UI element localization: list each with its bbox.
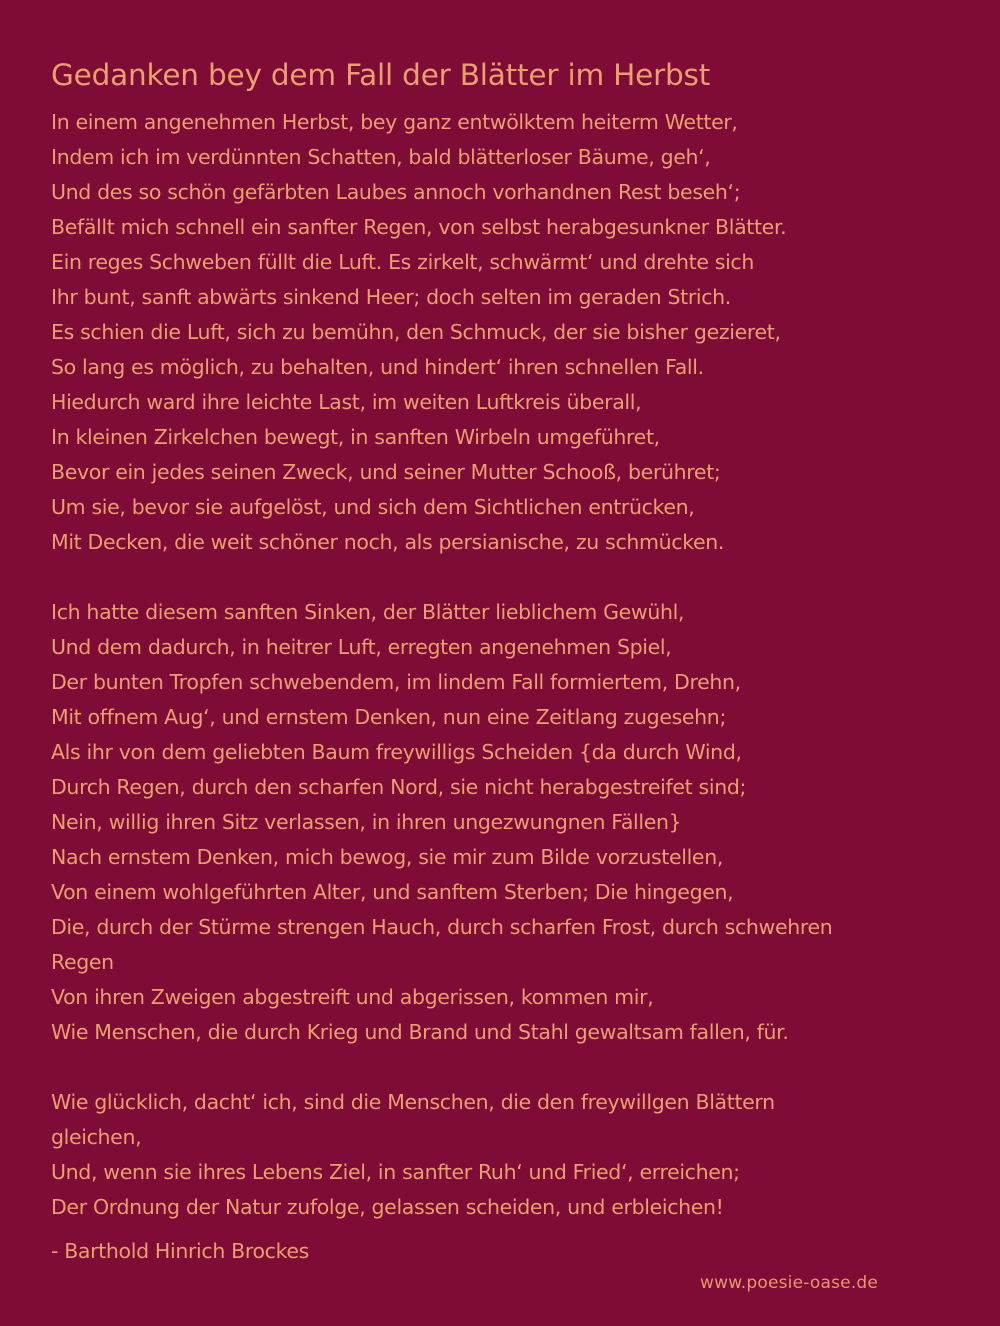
poem-line: Bevor ein jedes seinen Zweck, und seiner Mutter Schooß, berühret; (51, 460, 721, 484)
poem-line: In einem angenehmen Herbst, bey ganz entwölktem heiterm Wetter, (51, 110, 738, 134)
stanza-3 (51, 1085, 951, 1225)
poem-line: Befällt mich schnell ein sanfter Regen, von selbst herabgesunkner Blätter. (51, 215, 787, 239)
poem-line: Nach ernstem Denken, mich bewog, sie mir zum Bilde vorzustellen, (51, 845, 724, 869)
poem-line: Nein, willig ihren Sitz verlassen, in ihren ungezwungnen Fällen} (51, 810, 682, 834)
stanza-1 (51, 105, 951, 560)
poem-line: Durch Regen, durch den scharfen Nord, sie nicht herabgestreifet sind; (51, 775, 747, 799)
poem-line: Ihr bunt, sanft abwärts sinkend Heer; doch selten im geraden Strich. (51, 285, 731, 309)
poem-line: Indem ich im verdünnten Schatten, bald blätterloser Bäume, geh‘, (51, 145, 711, 169)
poem-line: Wie glücklich, dacht‘ ich, sind die Menschen, die den freywillgen Blättern (51, 1090, 775, 1114)
poem-line: Um sie, bevor sie aufgelöst, und sich dem Sichtlichen entrücken, (51, 495, 695, 519)
poem-line: Ich hatte diesem sanften Sinken, der Blätter lieblichem Gewühl, (51, 600, 685, 624)
poem-line: Als ihr von dem geliebten Baum freywilligs Scheiden {da durch Wind, (51, 740, 742, 764)
poem-line: gleichen, (51, 1125, 142, 1149)
poem-line: Und des so schön gefärbten Laubes annoch vorhandnen Rest beseh‘; (51, 180, 741, 204)
poem-title: Gedanken bey dem Fall der Blätter im Herbst (51, 58, 711, 92)
poem-line: Und dem dadurch, in heitrer Luft, erregten angenehmen Spiel, (51, 635, 672, 659)
poem-line: Von ihren Zweigen abgestreift und abgerissen, kommen mir, (51, 985, 654, 1009)
poem-line: In kleinen Zirkelchen bewegt, in sanften Wirbeln umgeführet, (51, 425, 660, 449)
poem-line: Es schien die Luft, sich zu bemühn, den Schmuck, der sie bisher gezieret, (51, 320, 781, 344)
poem-line: Regen (51, 950, 114, 974)
poem-line: Ein reges Schweben füllt die Luft. Es zirkelt, schwärmt‘ und drehte sich (51, 250, 754, 274)
poem-line: Hiedurch ward ihre leichte Last, im weiten Luftkreis überall, (51, 390, 642, 414)
poem-line: Der Ordnung der Natur zufolge, gelassen scheiden, und erbleichen! (51, 1195, 724, 1219)
poem-line: So lang es möglich, zu behalten, und hindert‘ ihren schnellen Fall. (51, 355, 704, 379)
poem-line: Der bunten Tropfen schwebendem, im lindem Fall formiertem, Drehn, (51, 670, 741, 694)
poem-line: Von einem wohlgeführten Alter, und sanftem Sterben; Die hingegen, (51, 880, 734, 904)
poem-line: Mit offnem Aug‘, und ernstem Denken, nun eine Zeitlang zugesehn; (51, 705, 727, 729)
poem-container (51, 56, 951, 1269)
poem-author: - Barthold Hinrich Brockes (51, 1239, 309, 1263)
website-url: www.poesie-oase.de (700, 1273, 879, 1293)
poem-line: Wie Menschen, die durch Krieg und Brand und Stahl gewaltsam fallen, für. (51, 1020, 789, 1044)
stanza-2 (51, 595, 951, 1050)
poem-line: Mit Decken, die weit schöner noch, als persianische, zu schmücken. (51, 530, 725, 554)
poem-line: Die, durch der Stürme strengen Hauch, durch scharfen Frost, durch schwehren (51, 915, 833, 939)
poem-line: Und, wenn sie ihres Lebens Ziel, in sanfter Ruh‘ und Fried‘, erreichen; (51, 1160, 740, 1184)
